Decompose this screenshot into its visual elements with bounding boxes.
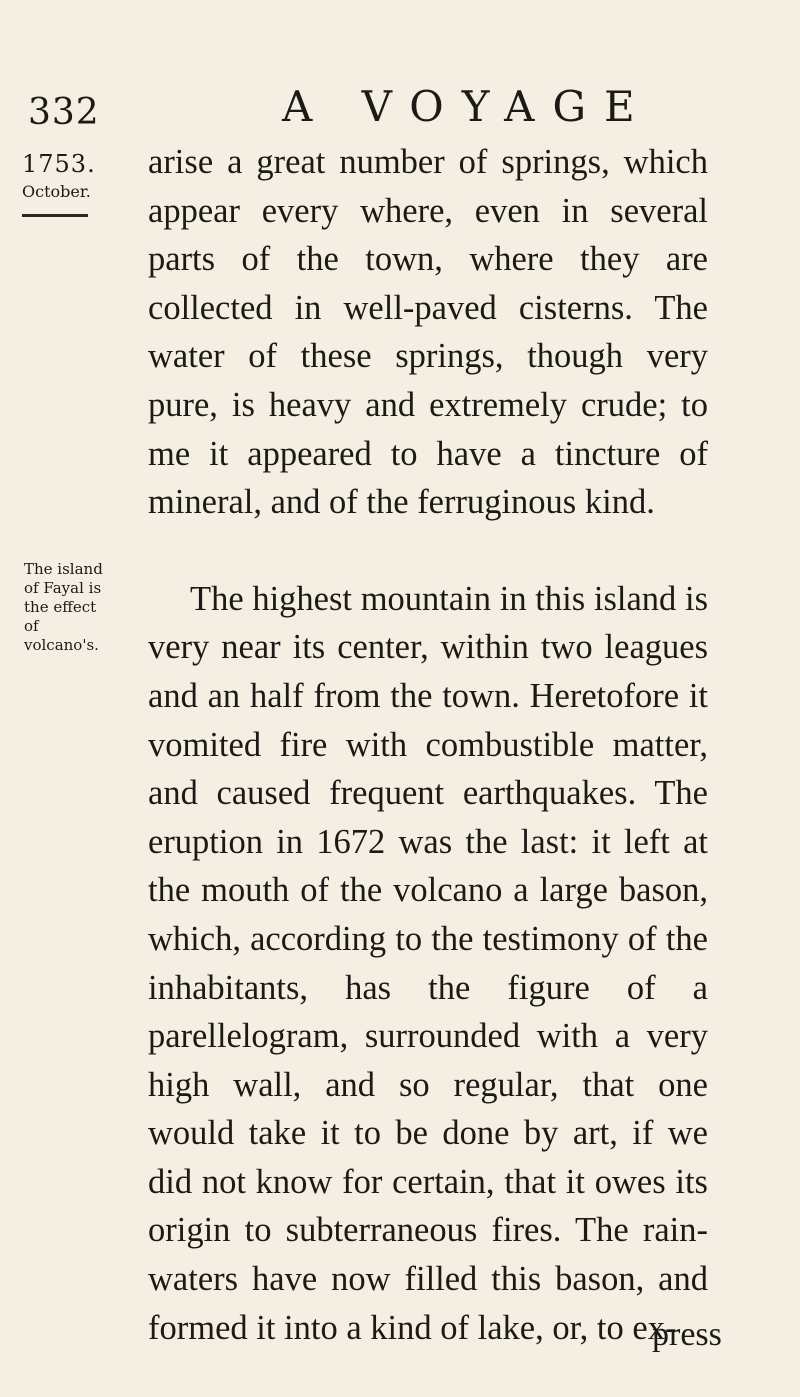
page-number: 332 — [28, 92, 100, 133]
running-head: A VOYAGE — [282, 82, 653, 131]
paragraph-mountain: The highest mountain in this island is very near its center, within two leagues and an half from the town. Heretofore it vomited fire with combustible matter, and caused frequent earthquakes. The eruption in 1672 was the last: it left at the mouth of the volcano a large bason, which, according to the testimony of the inhabitants, has the figure of a parellelogram, surrounded with a very high wall, and so regular, that one would take it to be done by art, if we did not know for certain, that it owes its origin to subterraneous fires. The rain-waters have now filled this bason, and formed it into a kind of lake, or, to ex- — [148, 579, 708, 1347]
margin-note-line: volcano's. — [24, 636, 99, 654]
catchword: press — [652, 1316, 722, 1353]
body-text — [148, 138, 708, 1352]
paragraph-springs: arise a great number of springs, which appear every where, even in several parts of the town, where they are collected in well-paved cisterns. The water of these springs, though very pure, is heavy and extremely crude; to me it appeared to have a tincture of mineral, and of the ferruginous kind. — [148, 143, 708, 522]
margin-note-line: of Fayal is — [24, 579, 102, 597]
margin-date — [22, 150, 112, 217]
margin-note — [24, 560, 108, 655]
margin-note-line: the effect of — [24, 598, 97, 635]
margin-month: October. — [22, 182, 91, 201]
margin-year: 1753. — [22, 150, 96, 178]
margin-note-line: The island — [24, 560, 103, 578]
margin-rule — [22, 214, 88, 217]
